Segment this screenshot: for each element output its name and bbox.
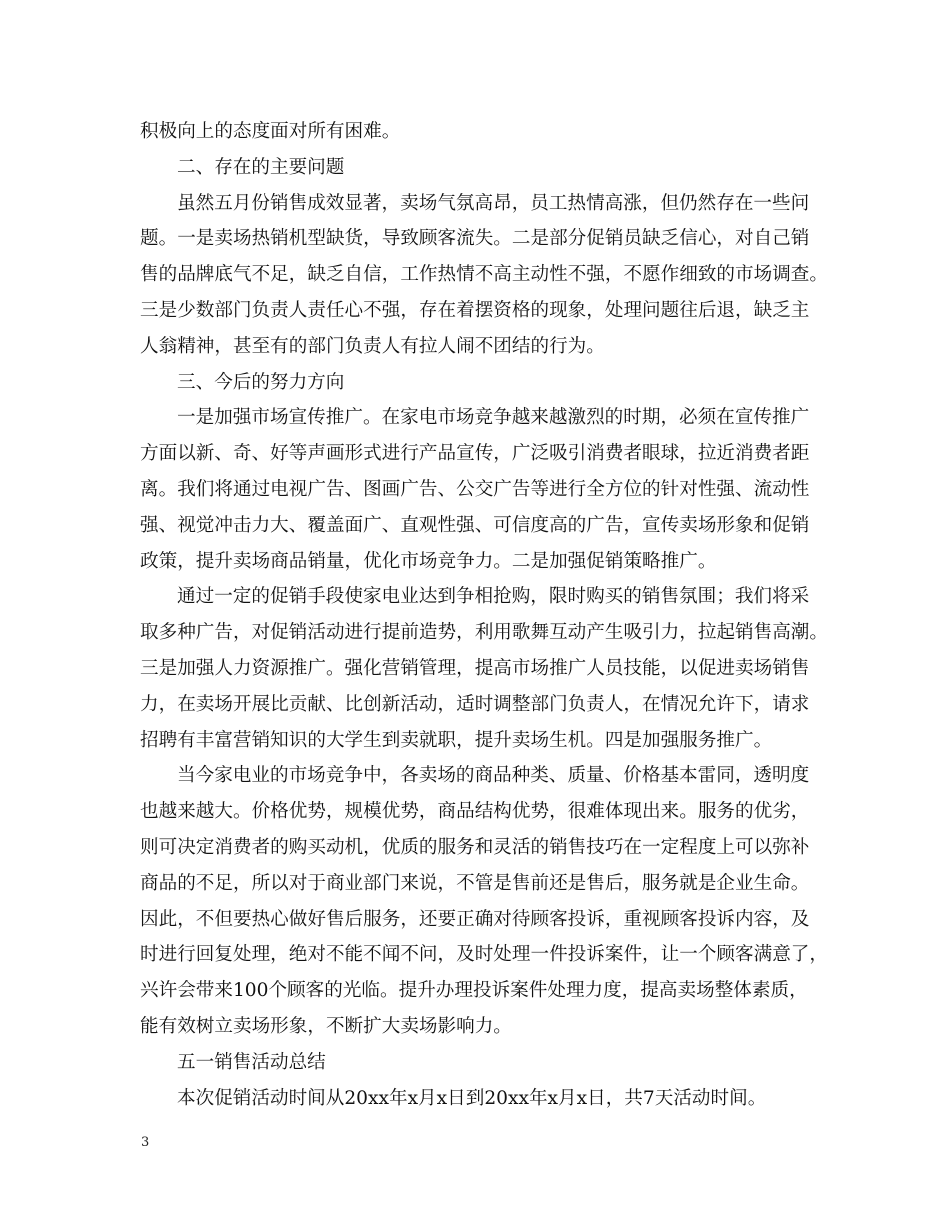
- text-line: 则可决定消费者的购买动机，优质的服务和灵活的销售技巧在一定程度上可以弥补: [140, 836, 810, 858]
- text-line: 当今家电业的市场竞争中，各卖场的商品种类、质量、价格基本雷同，透明度: [177, 765, 810, 787]
- text-line: 五一销售活动总结: [177, 1051, 326, 1073]
- text-line: 取多种广告，对促销活动进行提前造势，利用歌舞互动产生吸引力，拉起销售高潮。: [140, 622, 828, 644]
- text-line: 力，在卖场开展比贡献、比创新活动，适时调整部门负责人，在情况允许下，请求: [140, 693, 810, 715]
- text-line: 积极向上的态度面对所有困难。: [140, 121, 401, 142]
- text-line: 政策，提升卖场商品销量，优化市场竞争力。二是加强促销策略推广。: [140, 550, 717, 572]
- text-line: 离。我们将通过电视广告、图画广告、公交广告等进行全方位的针对性强、流动性: [140, 478, 810, 500]
- text-line: 因此，不但要热心做好售后服务，还要正确对待顾客投诉，重视顾客投诉内容，及: [140, 908, 810, 930]
- text-line: 售的品牌底气不足，缺乏自信，工作热情不高主动性不强，不愿作细致的市场调查。: [140, 264, 828, 286]
- text-line: 一是加强市场宣传推广。在家电市场竞争越来越激烈的时期，必须在宣传推广: [177, 407, 810, 429]
- text-line: 本次促销活动时间从20xx年x月x日到20xx年x月x日，共7天活动时间。: [177, 1087, 767, 1109]
- text-line: 题。一是卖场热销机型缺货，导致顾客流失。二是部分促销员缺乏信心，对自己销: [140, 228, 810, 250]
- text-line: 三是加强人力资源推广。强化营销管理，提高市场推广人员技能，以促进卖场销售: [140, 657, 810, 679]
- text-line: 招聘有丰富营销知识的大学生到卖就职，提升卖场生机。四是加强服务推广。: [140, 729, 773, 751]
- text-line: 也越来越大。价格优势，规模优势，商品结构优势，很难体现出来。服务的优劣，: [140, 801, 810, 823]
- text-line: 商品的不足，所以对于商业部门来说，不管是售前还是售后，服务就是企业生命。: [140, 872, 810, 894]
- text-line: 能有效树立卖场形象，不断扩大卖场影响力。: [140, 1015, 512, 1037]
- text-line: 方面以新、奇、好等声画形式进行产品宣传，广泛吸引消费者眼球，拉近消费者距: [140, 443, 810, 465]
- text-line: 二、存在的主要问题: [177, 156, 345, 178]
- text-line: 虽然五月份销售成效显著，卖场气氛高昂，员工热情高涨，但仍然存在一些问: [177, 192, 810, 214]
- text-line: 通过一定的促销手段使家电业达到争相抢购，限时购买的销售氛围；我们将采: [177, 586, 810, 608]
- text-line: 强、视觉冲击力大、覆盖面广、直观性强、可信度高的广告，宣传卖场形象和促销: [140, 514, 810, 536]
- text-line: 三是少数部门负责人责任心不强，存在着摆资格的现象，处理问题往后退，缺乏主: [140, 299, 810, 321]
- document-body: [140, 114, 828, 1116]
- text-line: 时进行回复处理，绝对不能不闻不问，及时处理一件投诉案件，让一个顾客满意了，: [140, 944, 828, 966]
- text-line: 人翁精神，甚至有的部门负责人有拉人闹不团结的行为。: [140, 335, 605, 357]
- text-line: 三、今后的努力方向: [177, 371, 345, 393]
- page-number: 3: [141, 1135, 150, 1150]
- text-line: 兴许会带来100个顾客的光临。提升办理投诉案件处理力度，提高卖场整体素质，: [140, 980, 808, 1002]
